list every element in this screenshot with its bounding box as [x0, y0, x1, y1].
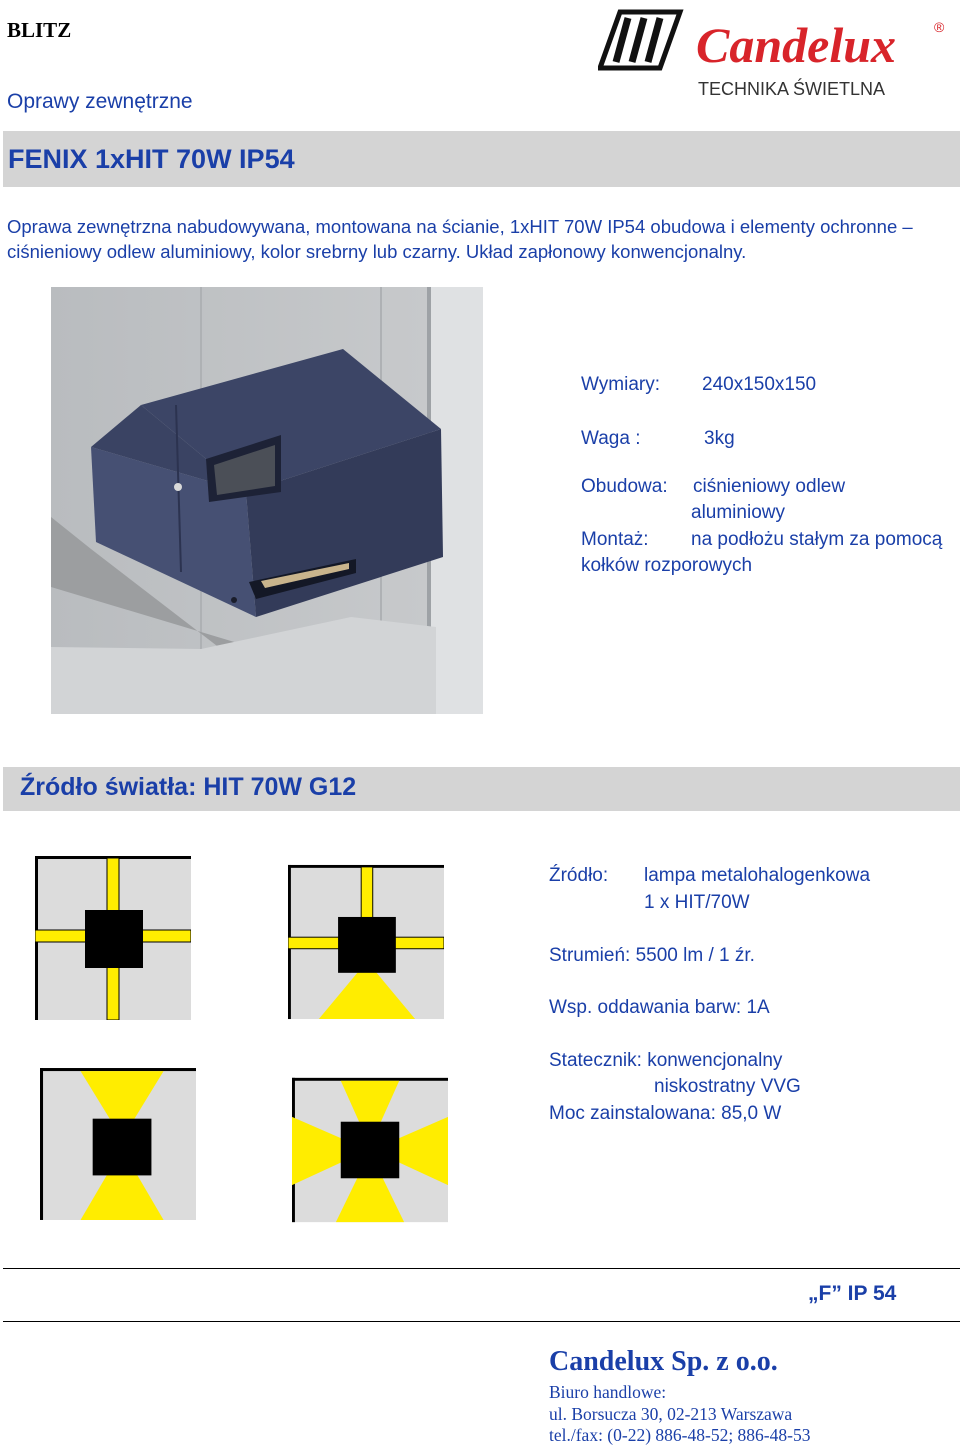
- logo-registered: ®: [934, 19, 945, 35]
- category-title: Oprawy zewnętrzne: [7, 90, 193, 113]
- description-line-1: Oprawa zewnętrzna nabudowywana, montowana na ścianie, 1xHIT 70W IP54 obudowa i elementy ochronne –: [7, 216, 913, 237]
- beam-diagram-four-cones: [292, 1068, 448, 1232]
- logo-tagline: TECHNIKA ŚWIETLNA: [698, 79, 886, 99]
- spec-dimensions-label: Wymiary:: [581, 374, 660, 395]
- color-rendering: Wsp. oddawania barw: 1A: [549, 997, 770, 1018]
- spec-housing-value-1: ciśnieniowy odlew: [693, 476, 846, 497]
- spec-weight-label: Waga :: [581, 428, 641, 449]
- logo-name: Candelux: [696, 17, 897, 73]
- product-photo: [51, 287, 483, 714]
- product-title: FENIX 1xHIT 70W IP54: [8, 144, 295, 174]
- product-description: [7, 214, 947, 264]
- installed-power: Moc zainstalowana: 85,0 W: [549, 1103, 782, 1124]
- spec-housing-label: Obudowa:: [581, 476, 668, 497]
- beam-diagram-cross: [35, 856, 191, 1020]
- footer-street: ul. Borsucza 30, 02-213 Warszawa: [549, 1404, 793, 1424]
- ballast-line-1: Statecznik: konwencjonalny: [549, 1050, 783, 1071]
- footer-company: Candelux Sp. z o.o.: [549, 1346, 778, 1377]
- spec-mounting-value-1: na podłożu stałym za pomocą: [691, 529, 943, 550]
- logo-mark-icon: [600, 12, 680, 68]
- beam-diagram-vertical-cones: [40, 1062, 196, 1226]
- protection-class: „F” IP 54: [808, 1282, 897, 1305]
- light-source-title: Źródło światła: HIT 70W G12: [20, 773, 357, 801]
- description-line-2: ciśnieniowy odlew aluminiowy, kolor srebrny lub czarny. Układ zapłonowy konwencjonalny.: [7, 241, 747, 262]
- spec-mounting-value-2: kołków rozporowych: [581, 555, 753, 576]
- luminous-flux: Strumień: 5500 lm / 1 źr.: [549, 945, 755, 966]
- beam-diagram-cross-down-cone: [288, 860, 444, 1024]
- divider-top: [3, 1268, 960, 1269]
- source-value-1: lampa metalohalogenkowa: [644, 865, 871, 886]
- brand-name: BLITZ: [7, 18, 72, 42]
- source-value-2: 1 x HIT/70W: [644, 892, 750, 913]
- spec-mounting-label: Montaż:: [581, 529, 649, 550]
- spec-dimensions-value: 240x150x150: [702, 374, 817, 395]
- footer-office: Biuro handlowe:: [549, 1382, 667, 1402]
- spec-housing-value-2: aluminiowy: [691, 502, 785, 523]
- divider-bottom: [3, 1321, 960, 1322]
- source-label: Źródło:: [549, 865, 609, 886]
- spec-weight-value: 3kg: [704, 428, 735, 449]
- candelux-logo: [598, 6, 954, 102]
- ballast-line-2: niskostratny VVG: [654, 1076, 801, 1097]
- footer-phone: tel./fax: (0-22) 886-48-52; 886-48-53: [549, 1425, 811, 1445]
